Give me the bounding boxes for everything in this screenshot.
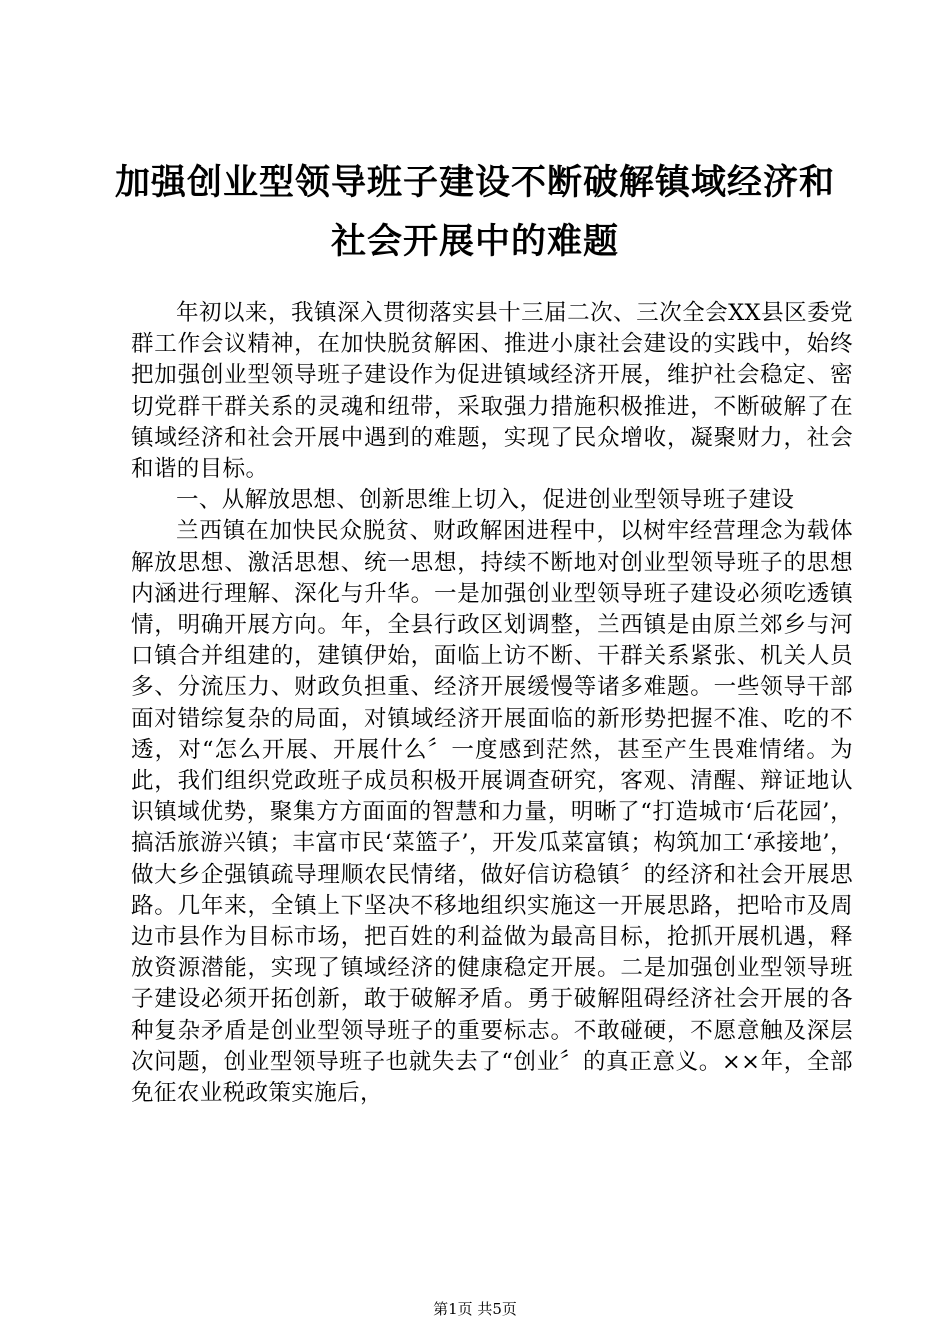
document-title-line-2: 社会开展中的难题 bbox=[330, 222, 619, 262]
document-body bbox=[131, 298, 853, 1109]
document-title-line-1: 加强创业型领导班子建设不断破解镇域经济和 bbox=[114, 163, 835, 203]
section-heading-1: 一、从解放思想、创新思维上切入，促进创业型领导班子建设 bbox=[176, 487, 795, 514]
page-footer: 第1页 共5页 bbox=[433, 1300, 517, 1318]
paragraph-section-1: 兰西镇在加快民众脱贫、财政解困进程中，以树牢经营理念为载体解放思想、激活思想、统一思想，持续不断地对创业型领导班子的思想内涵进行理解、深化与升华。一是加强创业型领导班子建设必须吃透镇情，明确开展方向。年，全县行政区划调整，兰西镇是由原兰郊乡与河口镇合并组建的，建镇伊始，面临上访不断、干群关系紧张、机关人员多、分流压力、财政负担重、经济开展缓慢等诸多难题。一些领导干部面对错综复杂的局面，对镇域经济开展面临的新形势把握不准、吃的不透，对“怎么开展、开展什么〞一度感到茫然，甚至产生畏难情绪。为此，我们组织党政班子成员积极开展调查研究，客观、清醒、辩证地认识镇域优势，聚集方方面面的智慧和力量，明晰了“打造城市‘后花园’，搞活旅游兴镇；丰富市民‘菜篮子’，开发瓜菜富镇；构筑加工‘承接地’，做大乡企强镇疏导理顺农民情绪，做好信访稳镇〞的经济和社会开展思路。几年来，全镇上下坚决不移地组织实施这一开展思路，把哈市及周边市县作为目标市场，把百姓的利益做为最高目标，抢抓开展机遇，释放资源潜能，实现了镇域经济的健康稳定开展。二是加强创业型领导班子建设必须开拓创新，敢于破解矛盾。勇于破解阻碍经济社会开展的各种复杂矛盾是创业型领导班子的重要标志。不敢碰硬，不愿意触及深层次问题，创业型领导班子也就失去了“创业〞的真正意义。××年，全部免征农业税政策实施后， bbox=[131, 518, 853, 1107]
paragraph-intro: 年初以来，我镇深入贯彻落实县十三届二次、三次全会XX县区委党群工作会议精神，在加快脱贫解困、推进小康社会建设的实践中，始终把加强创业型领导班子建设作为促进镇域经济开展，维护社会稳定、密切党群干群关系的灵魂和纽带，采取强力措施积极推进，不断破解了在镇域经济和社会开展中遇到的难题，实现了民众增收，凝聚财力，社会和谐的目标。 bbox=[131, 300, 853, 483]
